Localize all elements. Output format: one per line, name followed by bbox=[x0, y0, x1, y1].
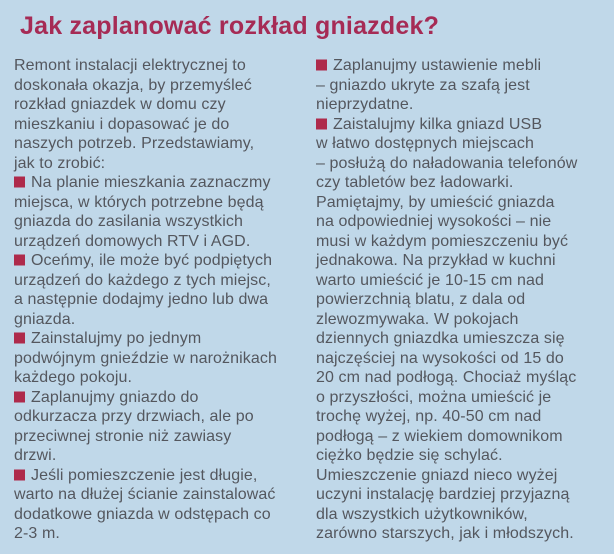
line-text: dziennych gniazdka umieszcza się bbox=[316, 330, 565, 347]
line-text: Pamiętajmy, by umieścić gniazda bbox=[316, 193, 555, 211]
line-text: naszych potrzeb. Przedstawiamy, bbox=[14, 135, 255, 152]
text-line bbox=[14, 466, 302, 486]
text-line bbox=[316, 232, 604, 252]
text-line bbox=[14, 368, 302, 388]
text-line bbox=[14, 271, 302, 291]
text-line bbox=[316, 524, 604, 544]
line-text: powierzchnią blatu, z dala od bbox=[316, 291, 526, 308]
text-line bbox=[14, 524, 302, 544]
line-text: nieprzydatne. bbox=[316, 96, 414, 113]
bullet-square-icon bbox=[14, 255, 25, 266]
line-text: zlewozmywaka. W pokojach bbox=[316, 310, 519, 328]
line-text: Zainstalujmy po jednym bbox=[31, 330, 202, 347]
line-text: Zaistalujmy kilka gniazd USB bbox=[333, 115, 543, 133]
line-text: doskonała okazja, by przemyśleć bbox=[14, 76, 252, 94]
line-text: zarówno starszych, jak i młodszych. bbox=[316, 525, 574, 542]
text-line bbox=[316, 427, 604, 447]
line-text: dodatkowe gniazda w odstępach co bbox=[14, 505, 271, 523]
line-text: Zaplanujmy ustawienie mebli bbox=[333, 57, 542, 74]
text-line bbox=[316, 329, 604, 349]
text-line bbox=[316, 193, 604, 213]
text-line bbox=[14, 173, 302, 193]
line-text: podłogą – z wiekiem domownikom bbox=[316, 427, 563, 445]
line-text: Na planie mieszkania zaznaczmy bbox=[31, 174, 271, 191]
line-text: Oceńmy, ile może być podpiętych bbox=[31, 252, 273, 269]
text-line bbox=[14, 95, 302, 115]
line-text: mieszkaniu i dopasować je do bbox=[14, 115, 230, 133]
line-text: miejsca, w których potrzebne będą bbox=[14, 193, 264, 211]
line-text: jak to zrobić: bbox=[14, 154, 106, 172]
text-line bbox=[14, 505, 302, 525]
text-line bbox=[316, 466, 604, 486]
article-column-right bbox=[316, 56, 604, 544]
line-text: gniazda. bbox=[14, 310, 76, 328]
line-text: – gniazdo ukryte za szafą jest bbox=[316, 76, 530, 94]
text-line bbox=[316, 271, 604, 291]
text-line bbox=[316, 154, 604, 174]
text-line bbox=[316, 446, 604, 466]
text-line bbox=[316, 134, 604, 154]
line-text: jednakowa. Na przykład w kuchni bbox=[316, 252, 556, 269]
line-text: dla wszystkich użytkowników, bbox=[316, 505, 528, 523]
bullet-square-icon bbox=[14, 177, 25, 188]
line-text: Zaplanujmy gniazdo do bbox=[31, 388, 199, 406]
text-line bbox=[316, 56, 604, 76]
line-text: rozkład gniazdek w domu czy bbox=[14, 96, 226, 113]
text-line bbox=[316, 115, 604, 135]
text-line bbox=[14, 349, 302, 369]
text-line bbox=[316, 485, 604, 505]
text-line bbox=[14, 485, 302, 505]
line-text: odkurzacza przy drzwiach, ale po bbox=[14, 408, 254, 425]
text-line bbox=[14, 290, 302, 310]
line-text: na odpowiedniej wysokości – nie bbox=[316, 213, 552, 230]
line-text: uczyni instalację bardziej przyjazną bbox=[316, 486, 570, 503]
line-text: urządzeń domowych RTV i AGD. bbox=[14, 232, 251, 250]
bullet-square-icon bbox=[14, 391, 25, 402]
text-line bbox=[14, 251, 302, 271]
text-line bbox=[14, 76, 302, 96]
text-line bbox=[316, 212, 604, 232]
line-text: ciężko będzie się schylać. bbox=[316, 447, 503, 464]
line-text: czy tabletów bez ładowarki. bbox=[316, 174, 514, 191]
text-line bbox=[316, 290, 604, 310]
text-line bbox=[316, 95, 604, 115]
line-text: a następnie dodajmy jedno lub dwa bbox=[14, 291, 269, 308]
bullet-square-icon bbox=[316, 60, 327, 71]
line-text: gniazda do zasilania wszystkich bbox=[14, 213, 243, 230]
line-text: warto umieścić je 10-15 cm nad bbox=[316, 271, 544, 289]
line-text: urządzeń do każdego z tych miejsc, bbox=[14, 271, 271, 289]
text-line bbox=[14, 446, 302, 466]
line-text: drzwi. bbox=[14, 447, 57, 464]
text-line bbox=[316, 407, 604, 427]
text-line bbox=[14, 388, 302, 408]
bullet-square-icon bbox=[316, 118, 327, 129]
text-line bbox=[316, 368, 604, 388]
line-text: warto na dłużej ścianie zainstalować bbox=[14, 486, 276, 503]
text-line bbox=[14, 212, 302, 232]
text-line bbox=[14, 427, 302, 447]
line-text: 20 cm nad podłogą. Chociaż myśląc bbox=[316, 369, 577, 386]
page-title: Jak zaplanować rozkład gniazdek? bbox=[20, 12, 440, 40]
text-line bbox=[14, 407, 302, 427]
bullet-square-icon bbox=[14, 469, 25, 480]
line-text: najczęściej na wysokości od 15 do bbox=[316, 349, 564, 367]
line-text: – posłużą do naładowania telefonów bbox=[316, 154, 578, 172]
text-line bbox=[316, 349, 604, 369]
text-line bbox=[14, 115, 302, 135]
line-text: trochę wyżej, np. 40-50 cm nad bbox=[316, 408, 542, 425]
line-text: o przyszłości, można umieścić je bbox=[316, 388, 552, 406]
line-text: przeciwnej stronie niż zawiasy bbox=[14, 427, 232, 445]
text-line bbox=[14, 329, 302, 349]
article-column-left bbox=[14, 56, 302, 544]
line-text: Umieszczenie gniazd nieco wyżej bbox=[316, 466, 558, 484]
article-columns bbox=[14, 56, 604, 544]
text-line bbox=[14, 310, 302, 330]
text-line bbox=[14, 193, 302, 213]
text-line bbox=[316, 388, 604, 408]
text-line bbox=[316, 173, 604, 193]
text-line bbox=[316, 505, 604, 525]
line-text: każdego pokoju. bbox=[14, 369, 133, 386]
text-line bbox=[316, 251, 604, 271]
text-line bbox=[14, 154, 302, 174]
line-text: 2-3 m. bbox=[14, 525, 60, 542]
text-line bbox=[14, 56, 302, 76]
line-text: podwójnym gnieździe w narożnikach bbox=[14, 349, 277, 367]
line-text: w łatwo dostępnych miejscach bbox=[316, 135, 535, 152]
line-text: Jeśli pomieszczenie jest długie, bbox=[31, 466, 258, 484]
text-line bbox=[316, 310, 604, 330]
line-text: musi w każdym pomieszczeniu być bbox=[316, 232, 569, 250]
text-line bbox=[14, 232, 302, 252]
text-line bbox=[14, 134, 302, 154]
line-text: Remont instalacji elektrycznej to bbox=[14, 57, 246, 74]
text-line bbox=[316, 76, 604, 96]
bullet-square-icon bbox=[14, 333, 25, 344]
